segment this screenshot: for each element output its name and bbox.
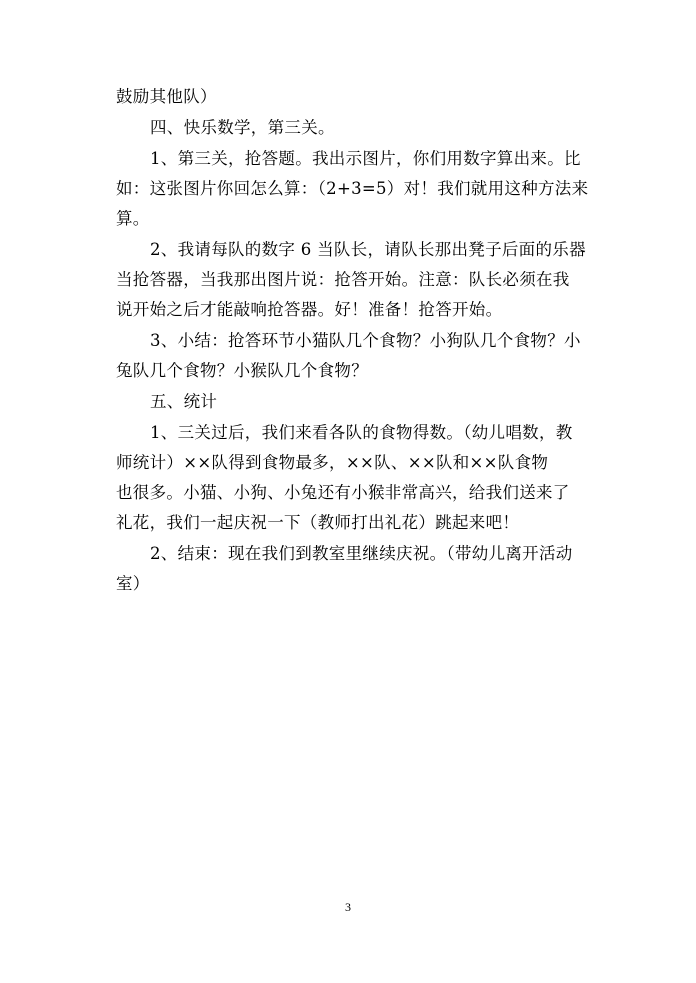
- text-line: 2、结束：现在我们到教室里继续庆祝。（带幼儿离开活动: [150, 544, 573, 563]
- text-line: 四、快乐数学，第三关。: [150, 118, 335, 137]
- text-line: 算。: [116, 209, 150, 228]
- paragraph-p5: [116, 387, 588, 417]
- document-body: [116, 82, 588, 600]
- paragraph-p3: [116, 235, 588, 325]
- paragraph-p6: [116, 418, 588, 538]
- text-line: 2、我请每队的数字 6 当队长，请队长那出凳子后面的乐器: [150, 240, 586, 259]
- paragraph-p7: [116, 539, 588, 599]
- text-line: 3、小结：抢答环节小猫队几个食物？小狗队几个食物？小: [150, 331, 581, 350]
- text-line: 兔队几个食物？小猴队几个食物？: [116, 361, 368, 380]
- text-line: 1、第三关，抢答题。我出示图片，你们用数字算出来。比: [150, 149, 581, 168]
- text-line: 鼓励其他队）: [116, 87, 217, 106]
- paragraph-p1: [116, 113, 588, 143]
- text-line: 礼花，我们一起庆祝一下（教师打出礼花）跳起来吧！: [116, 513, 520, 532]
- paragraph-p4: [116, 326, 588, 386]
- text-line: 五、统计: [150, 392, 218, 411]
- text-line: 1、三关过后，我们来看各队的食物得数。（幼儿唱数，教: [150, 423, 573, 442]
- text-line: 师统计）××队得到食物最多，××队、××队和××队食物: [116, 453, 549, 472]
- text-line: 如：这张图片你回怎么算：（2+3=5）对！我们就用这种方法来: [116, 179, 589, 198]
- page-number: 3: [345, 900, 351, 914]
- paragraph-p0: [116, 82, 588, 112]
- text-line: 也很多。小猫、小狗、小兔还有小猴非常高兴，给我们送来了: [116, 483, 570, 502]
- text-line: 室）: [116, 574, 150, 593]
- text-line: 说开始之后才能敲响抢答器。好！准备！抢答开始。: [116, 300, 503, 319]
- paragraph-p2: [116, 144, 588, 234]
- text-line: 当抢答器，当我那出图片说：抢答开始。注意：队长必须在我: [116, 270, 570, 289]
